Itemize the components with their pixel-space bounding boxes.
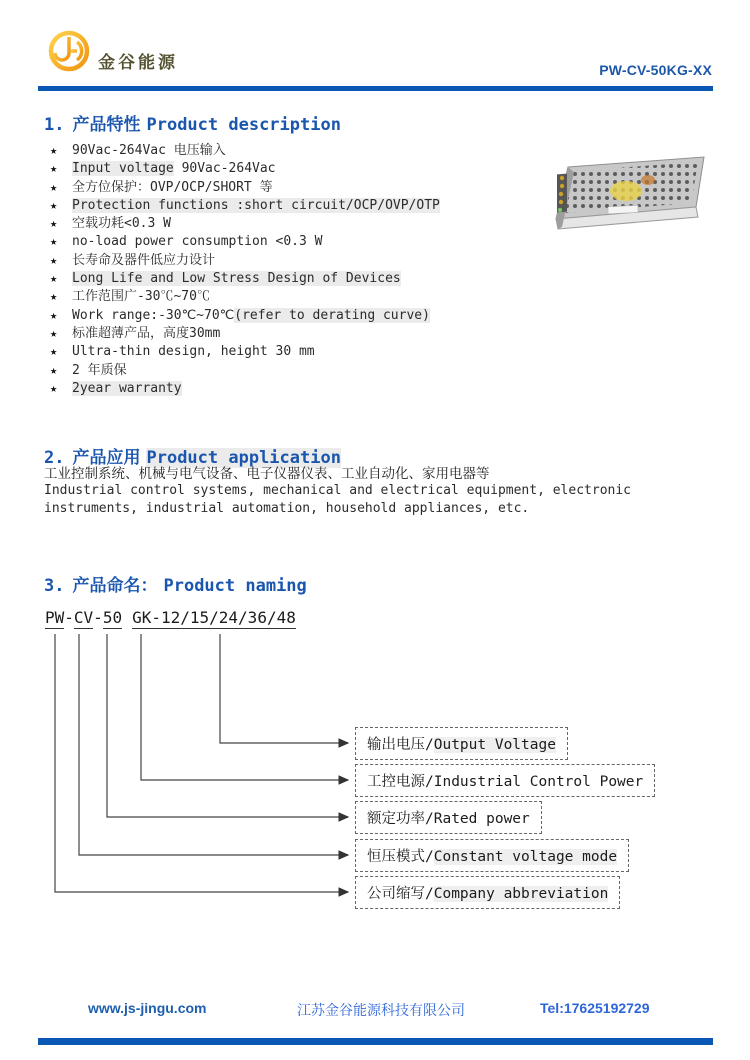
star-bullet-icon: ★ <box>50 362 58 377</box>
application-text-zh: 工业控制系统、机械与电气设备、电子仪器仪表、工业自动化、家用电器等 <box>44 466 490 482</box>
feature-text: Ultra-thin design, height 30 mm <box>72 344 315 360</box>
product-photo <box>548 147 718 235</box>
segment-mode: CV <box>73 608 94 627</box>
footer-divider <box>38 1038 713 1045</box>
section3-heading <box>44 571 307 596</box>
feature-text: no-load power consumption <0.3 W <box>72 234 323 250</box>
star-bullet-icon: ★ <box>50 179 58 194</box>
section2-title-en: Product application <box>146 448 341 468</box>
section3-title-en: Product naming <box>163 576 307 596</box>
company-logo-text: 金谷能源 <box>98 53 178 72</box>
star-bullet-icon: ★ <box>50 307 58 322</box>
feature-text: 2 年质保 <box>72 362 127 378</box>
naming-box-output-voltage: 输出电压/Output Voltage <box>355 727 568 760</box>
feature-text: 全方位保护：OVP/OCP/SHORT 等 <box>72 179 273 195</box>
feature-item <box>50 361 570 379</box>
star-bullet-icon: ★ <box>50 344 58 359</box>
star-bullet-icon: ★ <box>50 161 58 176</box>
segment-company: PW <box>45 608 65 627</box>
naming-box-rated-power: 额定功率/Rated power <box>355 801 542 834</box>
section1-title-en: Product description <box>146 115 341 135</box>
section3-title-zh: 产品命名： <box>72 576 158 596</box>
part-number-breakdown: PW-CV-50 GK-12/15/24/36/48 <box>45 608 296 627</box>
star-bullet-icon: ★ <box>50 252 58 267</box>
feature-item <box>50 287 570 305</box>
star-bullet-icon: ★ <box>50 289 58 304</box>
document-part-number: PW-CV-50KG-XX <box>599 62 712 78</box>
feature-text: 标准超薄产品，高度30mm <box>72 325 221 341</box>
naming-box-constant-voltage: 恒压模式/Constant voltage mode <box>355 839 629 872</box>
feature-text: 空载功耗<0.3 W <box>72 216 171 232</box>
star-bullet-icon: ★ <box>50 271 58 286</box>
feature-item <box>50 251 570 269</box>
section3-number: 3. <box>44 576 65 596</box>
feature-item <box>50 342 570 360</box>
company-logo-icon <box>46 27 92 75</box>
naming-box-company-abbreviation: 公司缩写/Company abbreviation <box>355 876 620 909</box>
feature-item: ★ Input voltage 90Vac-264Vac <box>50 161 276 177</box>
segment-power: 50 <box>102 608 123 627</box>
footer-website: www.js-jingu.com <box>88 1000 207 1016</box>
feature-item: ★ Protection functions :short circuit/OCP/OVP/OTP <box>50 197 440 213</box>
feature-list <box>50 141 570 397</box>
header-divider <box>38 86 713 91</box>
footer-telephone: Tel:17625192729 <box>540 1000 650 1016</box>
feature-item: ★ Work range:-30℃~70℃(refer to derating curve) <box>50 307 430 323</box>
feature-item: ★ Long Life and Low Stress Design of Devices <box>50 271 401 287</box>
segment-type: GK- <box>132 608 161 627</box>
star-bullet-icon: ★ <box>50 197 58 212</box>
naming-box-industrial-control: 工控电源/Industrial Control Power <box>355 764 655 797</box>
feature-text: 工作范围广-30℃~70℃ <box>72 289 210 305</box>
star-bullet-icon: ★ <box>50 380 58 395</box>
feature-item <box>50 214 570 232</box>
star-bullet-icon: ★ <box>50 216 58 231</box>
section1-heading <box>44 110 341 135</box>
star-bullet-icon: ★ <box>50 234 58 249</box>
feature-text: 长寿命及器件低应力设计 <box>72 252 216 268</box>
star-bullet-icon: ★ <box>50 143 58 157</box>
feature-item <box>50 178 570 196</box>
feature-text: 90Vac-264Vac 电压输入 <box>72 143 226 158</box>
feature-item <box>50 141 570 159</box>
section2-title-zh: 产品应用 <box>72 448 141 468</box>
feature-text: Work range:-30℃~70℃ <box>72 307 235 323</box>
feature-item <box>50 324 570 342</box>
section1-title-zh: 产品特性 <box>72 115 141 135</box>
feature-item: ★ 2year warranty <box>50 380 182 396</box>
section2-number: 2. <box>44 448 65 468</box>
footer-company-name: 江苏金谷能源科技有限公司 <box>297 1002 465 1018</box>
feature-item <box>50 232 570 250</box>
star-bullet-icon: ★ <box>50 325 58 340</box>
segment-voltages: 12/15/24/36/48 <box>160 608 296 627</box>
application-text-en: Industrial control systems, mechanical and electrical equipment, electronic instruments, industrial automation, household appliances, etc. <box>44 483 631 516</box>
section1-number: 1. <box>44 115 65 135</box>
